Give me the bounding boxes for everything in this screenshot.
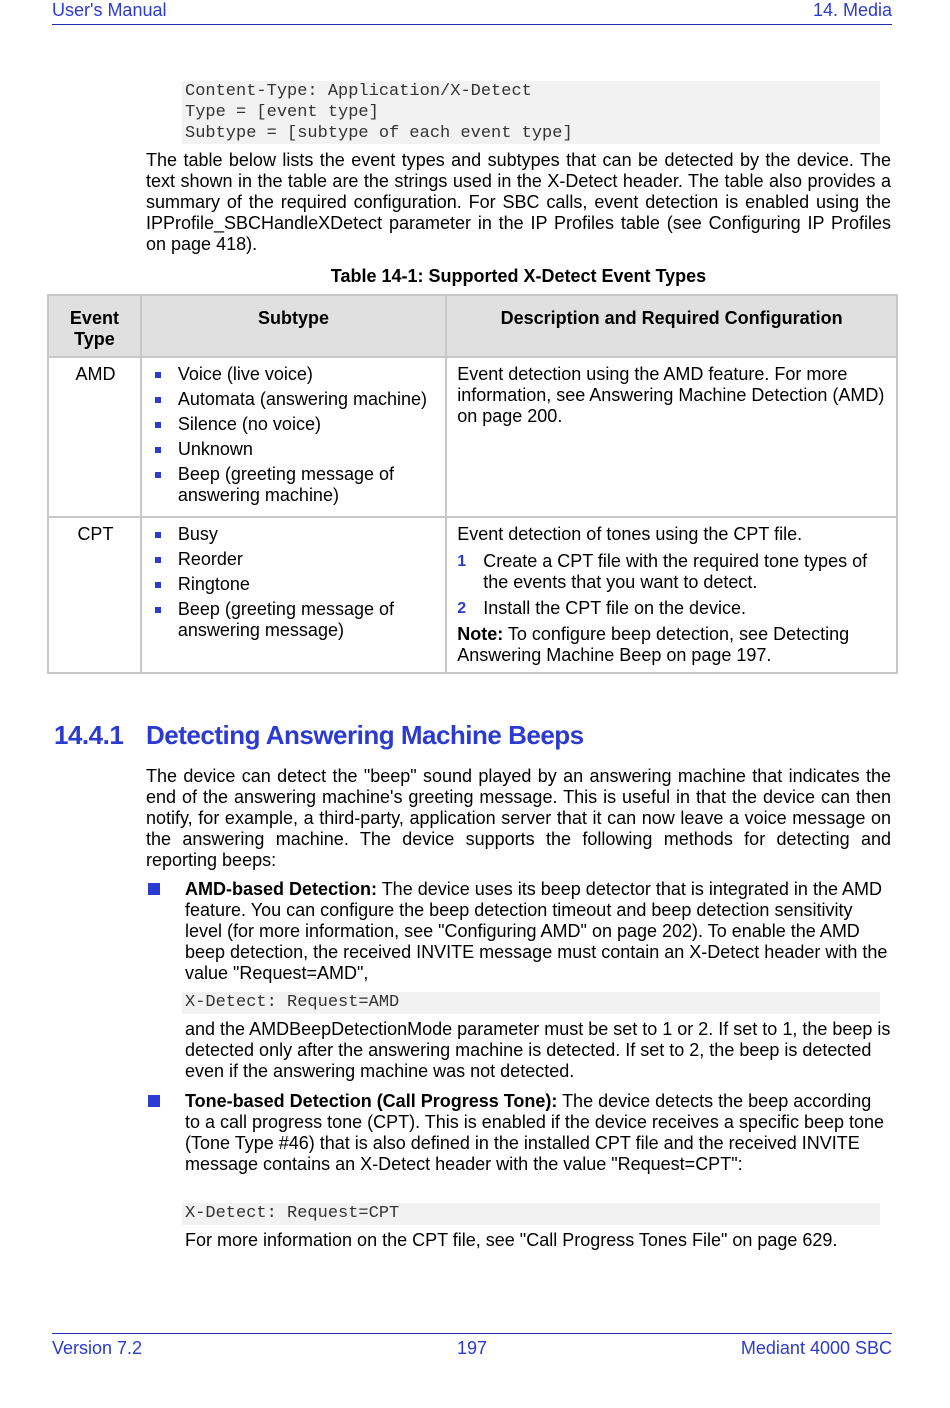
list-item: Silence (no voice): [152, 414, 437, 435]
section-title: Detecting Answering Machine Beeps: [146, 720, 584, 750]
table-row: [48, 517, 897, 673]
step-number: 1: [457, 553, 467, 570]
step-item: [457, 598, 888, 619]
subtype-list: [152, 524, 437, 641]
subtype-list: [152, 364, 437, 506]
subtype-cell: [141, 517, 446, 673]
code-line: Subtype = [subtype of each event type]: [185, 124, 573, 143]
list-item: Unknown: [152, 439, 437, 460]
list-item: Beep (greeting message of answering message): [152, 599, 437, 641]
bullet-square-icon: [148, 883, 160, 895]
section-heading: [54, 720, 584, 751]
code-block: [182, 81, 880, 144]
page-header: [52, 0, 892, 25]
code-line: Content-Type: Application/X-Detect: [185, 82, 532, 101]
step-number: 2: [457, 600, 467, 617]
note-label: Note:: [457, 624, 504, 644]
table-header-row: [48, 295, 897, 357]
header-right: 14. Media: [812, 0, 892, 20]
event-cell: CPT: [48, 517, 141, 673]
bullet-label: AMD-based Detection:: [185, 879, 378, 899]
header-left: User's Manual: [52, 0, 167, 20]
section-number: 14.4.1: [54, 720, 124, 750]
list-item: Ringtone: [152, 574, 437, 595]
footer-product: Mediant 4000 SBC: [740, 1338, 892, 1358]
list-item: Voice (live voice): [152, 364, 437, 385]
bullet-amd: [185, 879, 891, 984]
bullet-text: The device uses its beep detector that is integrated in the AMD feature. You can configure the beep detection timeout and beep detection sensitivity level (for more information, see "Configuring AMD" on page 202). To enable the AMD beep detection, the received INVITE message must contain an X-Detect header with the value "Request=AMD",: [185, 879, 888, 983]
bullet-text: The device detects the beep according to a call progress tone (CPT). This is enabled if the device receives a specific beep tone (Tone Type #46) that is also defined in the installed CPT file and the received INVITE message contains an X-Detect header with the value "Request=CPT":: [185, 1091, 885, 1174]
subtype-cell: [141, 357, 446, 517]
page-footer: [52, 1333, 892, 1360]
bullet-cpt-after: For more information on the CPT file, see "Call Progress Tones File" on page 629.: [185, 1230, 838, 1250]
description-cell: Event detection using the AMD feature. For more information, see Answering Machine Detection (AMD) on page 200.: [446, 357, 897, 517]
list-item: Reorder: [152, 549, 437, 570]
intro-paragraph: The table below lists the event types and subtypes that can be detected by the device. The text shown in the table are the strings used in the X-Detect header. The table also provides a summary of the required configuration. For SBC calls, event detection is enabled using the IPProfile_SBCHandleXDetect parameter in the IP Profiles table (see Configuring IP Profiles on page 418).: [146, 150, 891, 254]
footer-page-number: 197: [457, 1338, 488, 1358]
code-line: Type = [event type]: [185, 103, 379, 122]
code-cpt: X-Detect: Request=CPT: [182, 1203, 880, 1225]
note-text: To configure beep detection, see Detecting Answering Machine Beep on page 197.: [457, 624, 850, 665]
list-item: Beep (greeting message of answering machine): [152, 464, 437, 506]
code-amd: X-Detect: Request=AMD: [182, 992, 880, 1014]
step-item: [457, 551, 888, 593]
bullet-label: Tone-based Detection (Call Progress Tone):: [185, 1091, 558, 1111]
bullet-cpt: [185, 1091, 891, 1175]
header-event-type: Event Type: [48, 295, 141, 357]
step-text: Install the CPT file on the device.: [483, 598, 747, 618]
event-cell: AMD: [48, 357, 141, 517]
note: [457, 624, 888, 666]
table-row: [48, 357, 897, 517]
header-subtype: Subtype: [141, 295, 446, 357]
footer-version: Version 7.2: [52, 1338, 143, 1358]
bullet-square-icon: [148, 1095, 160, 1107]
header-description: Description and Required Configuration: [446, 295, 897, 357]
description-text: Event detection of tones using the CPT file.: [457, 524, 803, 544]
steps-list: [457, 551, 888, 619]
description-cell: [446, 517, 897, 673]
bullet-amd-after: and the AMDBeepDetectionMode parameter must be set to 1 or 2. If set to 1, the beep is detected only after the answering machine is detected. If set to 2, the beep is detected even if the answering machine was not detected.: [185, 1019, 891, 1081]
list-item: Automata (answering machine): [152, 389, 437, 410]
event-types-table: [47, 294, 898, 674]
section-paragraph: The device can detect the "beep" sound played by an answering machine that indicates the end of the answering machine's greeting message. This is useful in that the device can then notify, for example, a third-party, application server that it can now leave a voice message on the answering machine. The device supports the following methods for detecting and reporting beeps:: [146, 766, 891, 870]
step-text: Create a CPT file with the required tone types of the events that you want to detect.: [483, 551, 868, 592]
list-item: Busy: [152, 524, 437, 545]
table-caption: Table 14-1: Supported X-Detect Event Types: [330, 266, 707, 286]
